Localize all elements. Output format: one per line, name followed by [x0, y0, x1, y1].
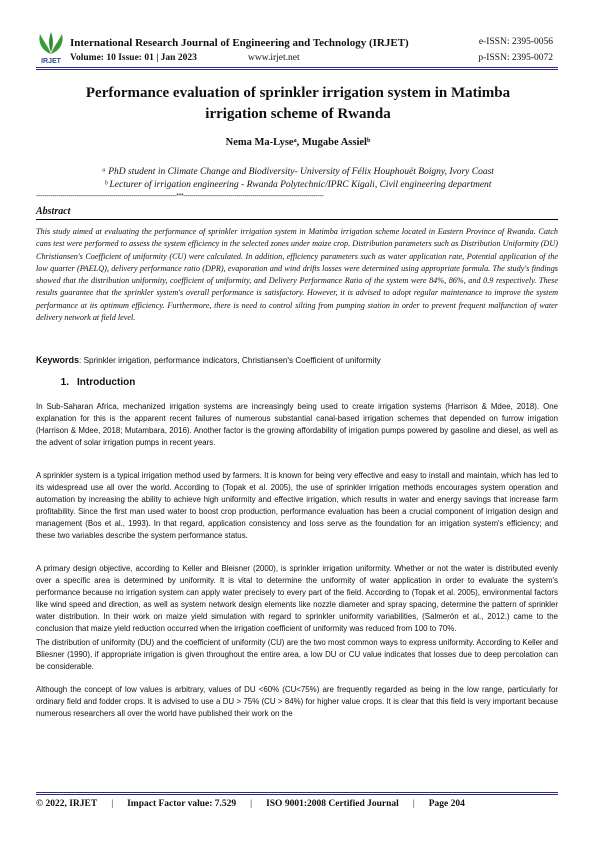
- footer-divider-bar: |: [250, 799, 253, 809]
- keywords: [36, 355, 558, 365]
- paragraph: A primary design objective, according to Keller and Bleisner (2000), is sprinkler irrigation uniformity. Whether or not the water is distributed evenly over a specific area is determined by uniformity. It is vital to determine the uniformity of water application in order to evaluate the system's performance because no irrigation system can apply water precisely to every part of the field. According to (Topak et al. 2005), environmental factors like wind speed and direction, as well as system network design elements like nozzle diameter and spray spacing, determine the pattern of sprinkler water distribution. In their work on maize yield simulation with regard to sprinkler uniformity variabilities, (Salmerón et al., 2012.) came to the conclusion that maize yield reduction occurred when the irrigation coefficient of uniformity was reduced from 100 to 70%.: [36, 564, 558, 633]
- p-issn: p-ISSN: 2395-0072: [478, 53, 553, 63]
- paragraph: In Sub-Saharan Africa, mechanized irrigation systems are increasingly being used to create irrigation systems (Harrison & Mdee, 2018). One explanation for this is the apparent recent failures of numerous substantial canal-based irrigation schemes that depended on furrow irrigation (Harrison & Mdee, 2018; Mutambara, 2016). Another factor is the growing affordability of irrigation pumps powered by gasoline and diesel, as well as the advent of solar irrigation pumps in recent years.: [36, 402, 558, 447]
- header-divider: [36, 67, 558, 70]
- abstract-text: This study aimed at evaluating the performance of sprinkler irrigation system in Matimba irrigation scheme located in Eastern Province of Rwanda. Catch cans test were performed to assess the system efficiency in the selected zones under maize crop. Distribution parameters such as Distribution Uniformity (DU) Christiansen's Coefficient of uniformity (CU) were calculated. In addition, efficiency parameters such as water application rate, Potential application of the low quarter (PAELQ), delivery performance ratio (DPR), evaporation and wind drifts losses were determined using appropriate formula. The study's findings showed that the distribution uniformity, coefficient of uniformity, and Delivery Performance Ratio of the system were 84%, 86%, and 0.9 respectively. These results guarantee that the sprinkler system's overall performance is satisfactory. However, it is advised to adopt regular maintenance to improve the system performance at its optimum efficiency. Furthermore, there is need to control silting from pumping station in order to prevent frequent malfunction of water delivery network at field level.: [36, 227, 558, 323]
- section-number: 1.: [60, 377, 69, 388]
- abstract-heading: Abstract: [36, 206, 71, 217]
- affiliation-b: ᵇ Lecturer of irrigation engineering - Rwanda Polytechnic/IPRC Kigali, Civil engineering department: [104, 180, 492, 190]
- paragraph: A sprinkler system is a typical irrigation method used by farmers. It is known for being very effective and easy to install and maintain, which has led to its widespread use all over the world. According to (Topak et al. 2005), the use of sprinkler irrigation methods encourages system operation and automation by increasing the ability to achieve high uniformity and effective irrigation, which results in water and energy savings that increase farm profitability. Since the first man used water to boost crop production, performance evaluation has been a crucial component of irrigation design and management (Bos et al., 1993). In that regard, application consistency and loss serve as the foundation for an irrigation system's efficiency; and these two variables describe the system performance status.: [36, 471, 558, 540]
- journal-title: International Research Journal of Engineering and Technology (IRJET): [70, 37, 409, 49]
- footer-copyright: © 2022, IRJET: [36, 799, 98, 809]
- authors: Nema Ma-Lyseᵃ, Mugabe Assielᵇ: [225, 137, 371, 148]
- section-title: Introduction: [77, 377, 136, 388]
- footer-divider-bar: |: [111, 799, 114, 809]
- paragraph: The distribution of uniformity (DU) and the coefficient of uniformity (CU) are the two most common ways to express uniformity. According to Keller and Bliesner (1990), if appropriate irrigation is given throughout the entire area, a low DU or CU value indicates that losses due to deep percolation can be considerable.: [36, 638, 558, 671]
- footer-divider-bar: |: [412, 799, 415, 809]
- footer-divider: [36, 792, 558, 795]
- affiliation-a: ᵃ PhD student in Climate Change and Biodiversity- University of Félix Houphouët Boigny, Ivory Coast: [102, 167, 494, 177]
- footer-impact-factor: Impact Factor value: 7.529: [127, 799, 237, 809]
- abstract-divider: [36, 219, 558, 220]
- irjet-logo: [36, 30, 66, 64]
- footer-page-number: Page 204: [428, 799, 465, 809]
- paragraph: Although the concept of low values is arbitrary, values of DU <60% (CU<75%) are frequently regarded as being in the low range, particularly for ordinary field and fodder crops. It is advised to use a DU > 75% (CU > 84%) for higher value crops. It is clear that this field is very important because numerous researchers all over the world have published their work on the: [36, 685, 558, 718]
- journal-website-link[interactable]: www.irjet.net: [248, 53, 300, 63]
- e-issn: e-ISSN: 2395-0056: [478, 37, 553, 47]
- footer: [36, 799, 558, 809]
- logo-text: IRJET: [41, 58, 61, 64]
- paper-title: Performance evaluation of sprinkler irrigation system in Matimba irrigation scheme of Rwanda: [85, 85, 511, 122]
- keywords-list: : Sprinkler irrigation, performance indicators, Christiansen's Coefficient of uniformity: [79, 356, 381, 365]
- keywords-label: Keywords: [36, 355, 80, 365]
- section-heading-introduction: [36, 377, 558, 388]
- section-separator: ---------------------------------------------------------------------***---------------------------------------------------------------------: [36, 193, 324, 200]
- footer-iso: ISO 9001:2008 Certified Journal: [266, 799, 399, 809]
- volume-issue: Volume: 10 Issue: 01 | Jan 2023: [70, 53, 197, 63]
